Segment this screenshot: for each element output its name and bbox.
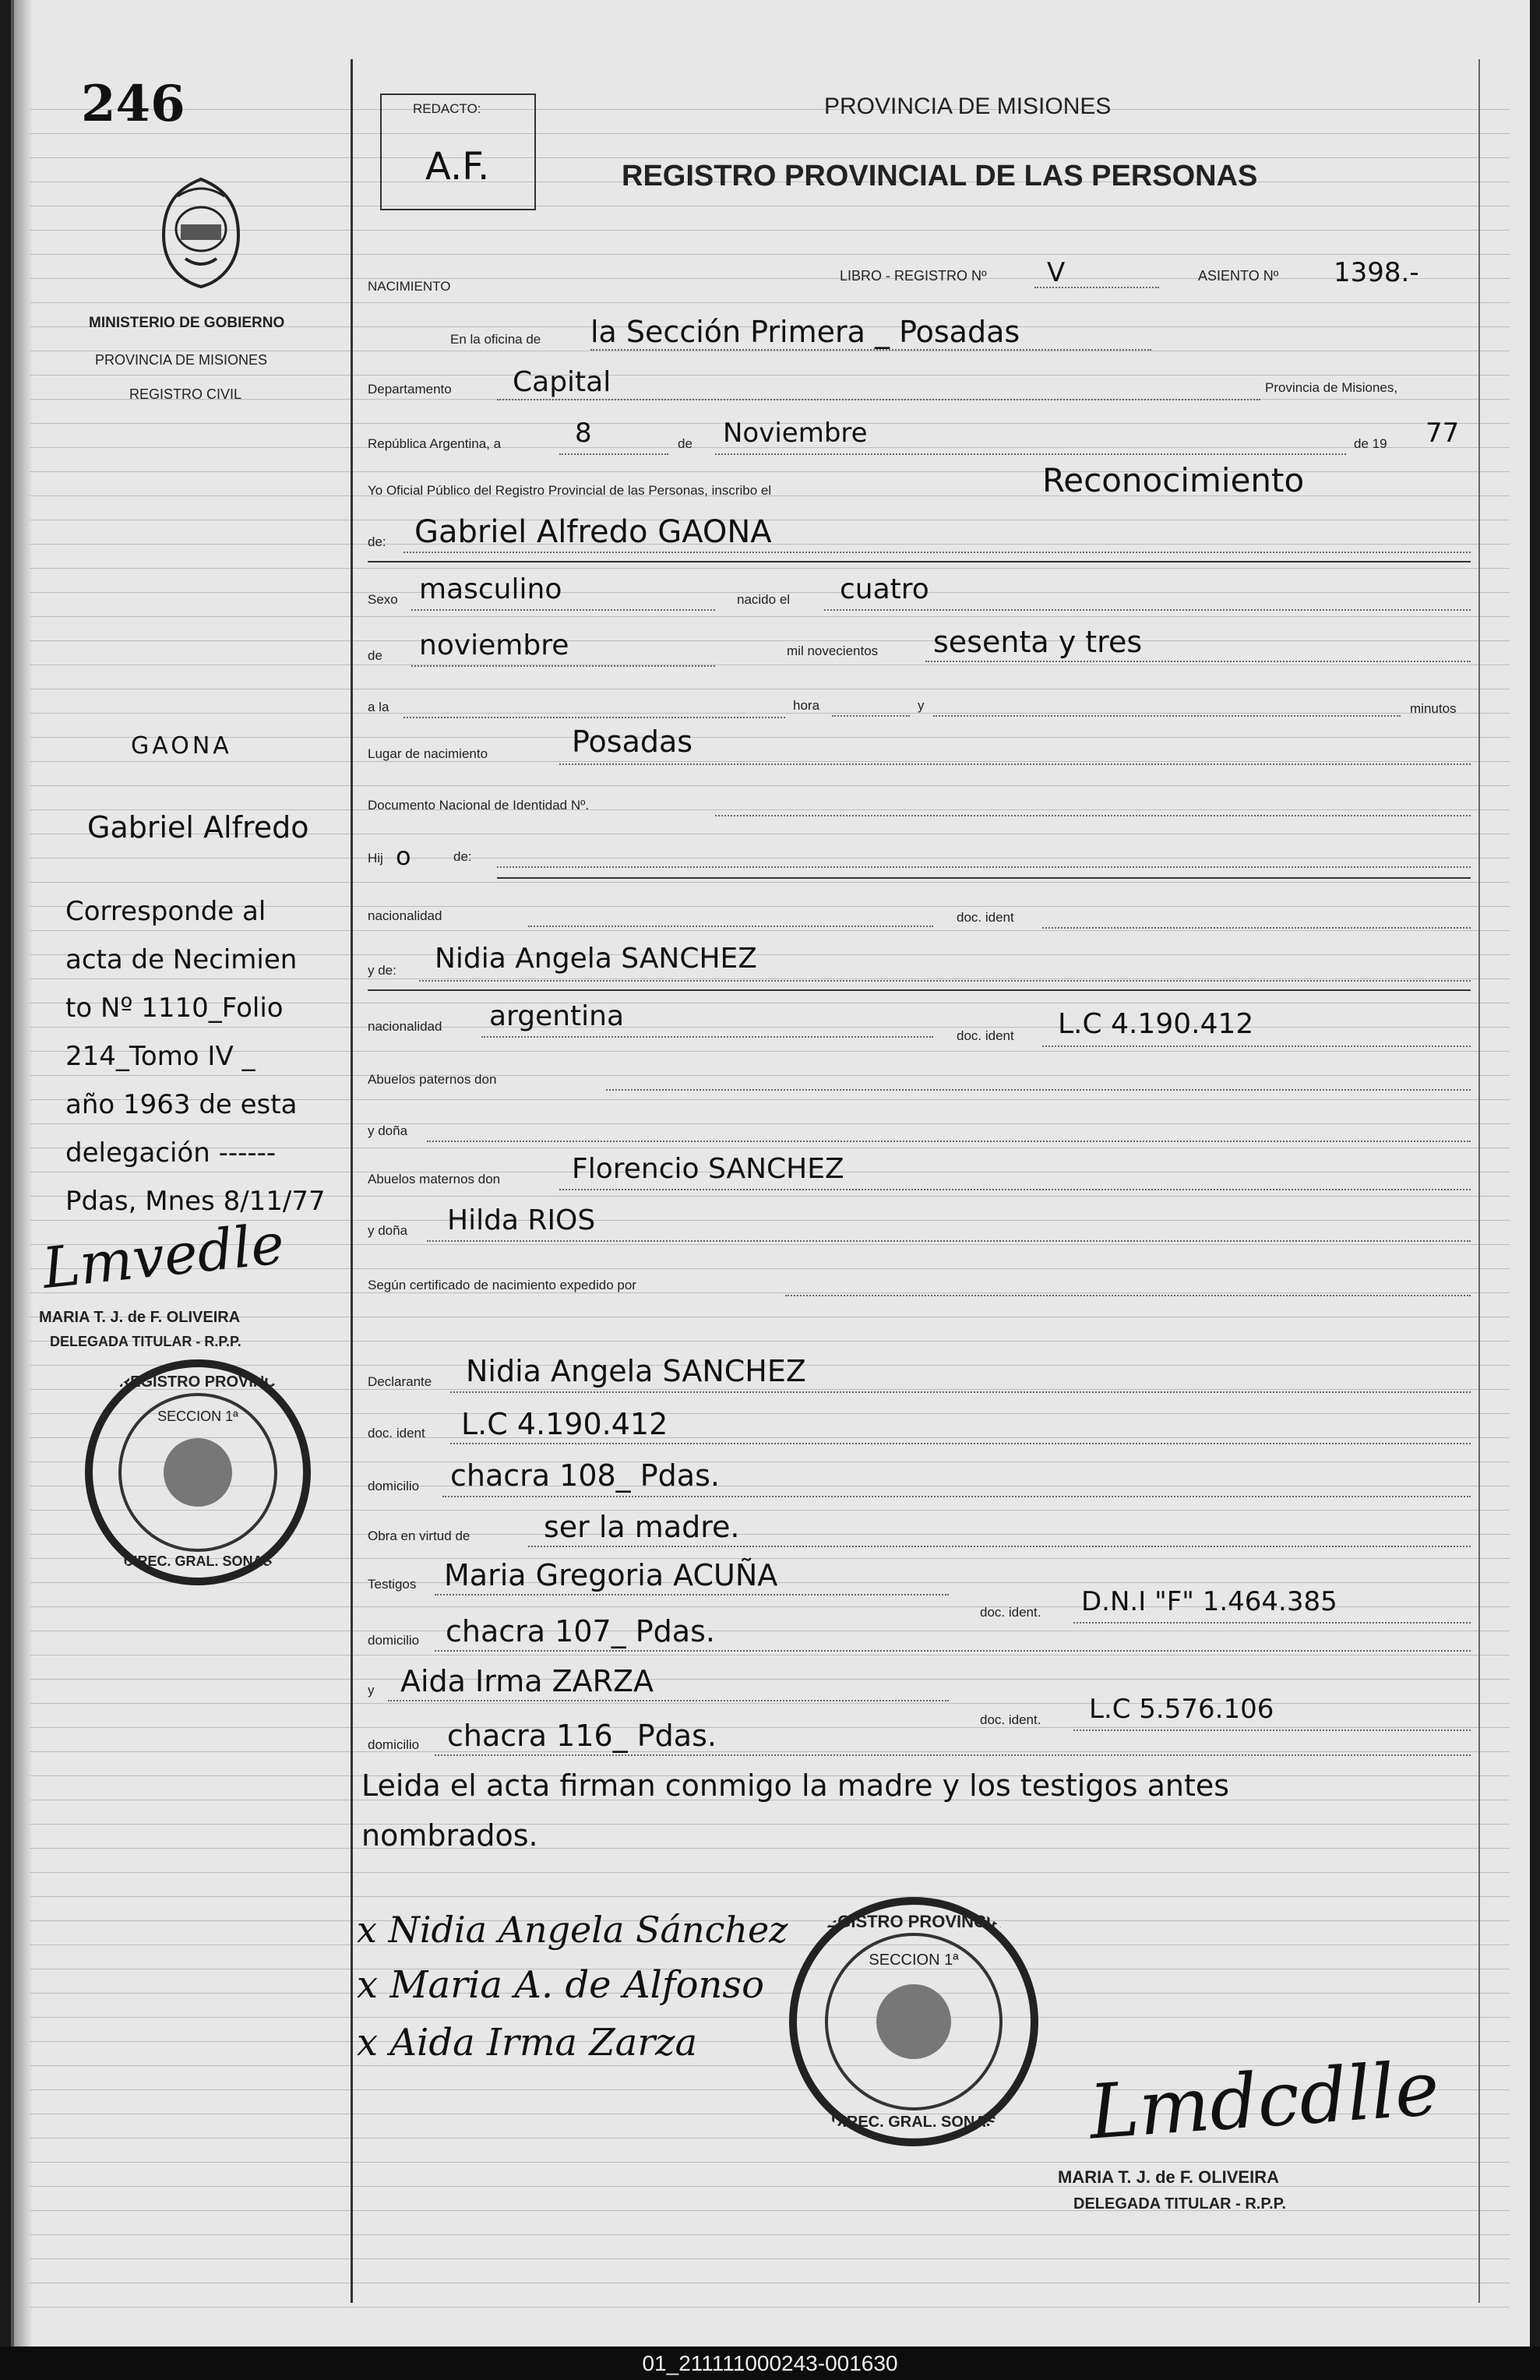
field-label: de: [368, 648, 382, 663]
svg-text:DIREC. GRAL. SONAS: DIREC. GRAL. SONAS: [123, 1553, 273, 1569]
header-province: PROVINCIA DE MISIONES: [824, 93, 1112, 119]
field-value: noviembre: [419, 629, 569, 661]
field-label: nacionalidad: [368, 908, 442, 923]
page-number: 246: [81, 75, 185, 133]
field-value: ser la madre.: [544, 1510, 740, 1544]
field-dots: [442, 1496, 1471, 1497]
field-value: 8: [575, 418, 592, 449]
separator-line: [497, 877, 1471, 879]
separator-line: [368, 561, 1471, 562]
field-label: nacido el: [737, 592, 791, 607]
field-dots: [435, 1650, 1471, 1652]
ruled-line: [30, 882, 1510, 883]
field-label: Obra en virtud de: [368, 1528, 470, 1543]
margin-officer-name: MARIA T. J. de F. OLIVEIRA: [39, 1309, 241, 1326]
field-dots: [590, 349, 1151, 351]
ruled-line: [30, 2017, 1510, 2018]
field-value: Nidia Angela SANCHEZ: [466, 1354, 806, 1388]
ruled-line: [30, 1824, 1510, 1825]
margin-note-line: acta de Necimien: [65, 944, 298, 975]
field-dots: [824, 609, 1471, 611]
field-dots: [419, 980, 1471, 982]
field-value: Noviembre: [723, 418, 868, 449]
field-dots: [411, 609, 715, 611]
field-label: Hij: [368, 851, 383, 866]
ruled-line: [30, 2041, 1510, 2042]
field-label: de: [678, 436, 692, 451]
signature-1: x Nidia Angela Sánchez: [357, 1909, 788, 1951]
redacto-box: [380, 93, 536, 210]
field-label: minutos: [1410, 701, 1457, 716]
field-dots: [450, 1391, 1471, 1393]
ruled-line: [30, 2234, 1510, 2235]
field-label: doc. ident: [957, 910, 1014, 925]
field-label: Departamento: [368, 382, 452, 397]
field-dots: [606, 1089, 1471, 1091]
ruled-line: [30, 616, 1510, 617]
ruled-line: [30, 1751, 1510, 1752]
field-label: de:: [368, 534, 386, 549]
ruled-line: [30, 978, 1510, 979]
field-value: la Sección Primera _ Posadas: [590, 315, 1020, 349]
ruled-line: [30, 1703, 1510, 1704]
field-dots: [497, 866, 1471, 868]
image-caption: 01_211111000243-001630: [0, 2347, 1540, 2380]
signature-2: x Maria A. de Alfonso: [357, 1963, 764, 2007]
margin-note-line: Pdas, Mnes 8/11/77: [65, 1186, 326, 1217]
registry-label: REGISTRO CIVIL: [129, 386, 242, 402]
ruled-line: [30, 2307, 1510, 2308]
nacimiento-label: NACIMIENTO: [368, 279, 451, 294]
ruled-line: [30, 375, 1510, 376]
field-label: doc. ident.: [980, 1605, 1041, 1620]
ruled-line: [30, 858, 1510, 859]
field-value: Posadas: [572, 725, 693, 759]
field-value: chacra 108_ Pdas.: [450, 1458, 720, 1493]
field-dots: [1073, 1622, 1471, 1624]
margin-note-line: 214_Tomo IV _: [65, 1041, 255, 1072]
svg-text:DIREC. GRAL. SONAS: DIREC. GRAL. SONAS: [830, 2114, 997, 2131]
margin-note-line: to Nº 1110_Folio: [65, 993, 284, 1024]
ruled-line: [30, 109, 1510, 110]
ruled-line: [30, 737, 1510, 738]
field-dots: [832, 715, 910, 717]
field-label: Lugar de nacimiento: [368, 746, 488, 761]
field-label: Sexo: [368, 592, 398, 607]
field-label: Provincia de Misiones,: [1265, 380, 1398, 395]
field-label: Abuelos paternos don: [368, 1072, 497, 1087]
ruled-line: [30, 1292, 1510, 1293]
ruled-line: [30, 713, 1510, 714]
margin-note-line: Corresponde al: [65, 896, 266, 927]
field-dots: [528, 926, 933, 927]
field-dots: [1073, 1729, 1471, 1731]
field-label: doc. ident: [368, 1426, 425, 1440]
registry-stamp-right: [785, 1893, 1042, 2150]
ruled-line: [30, 2258, 1510, 2259]
field-value: 77: [1425, 418, 1460, 449]
ruled-line: [30, 640, 1510, 641]
header-title: REGISTRO PROVINCIAL DE LAS PERSONAS: [622, 160, 1258, 192]
field-value: cuatro: [840, 573, 929, 605]
svg-text:SECCION 1ª: SECCION 1ª: [157, 1409, 238, 1424]
ruled-line: [30, 1727, 1510, 1728]
field-dots: [925, 661, 1471, 662]
field-dots: [388, 1700, 949, 1701]
field-label: Testigos: [368, 1577, 417, 1592]
field-dots: [559, 1189, 1471, 1190]
field-dots: [435, 1754, 1471, 1756]
libro-label: LIBRO - REGISTRO Nº: [840, 268, 987, 284]
field-value: D.N.I "F" 1.464.385: [1081, 1586, 1337, 1617]
field-label: mil novecientos: [787, 643, 879, 658]
ruled-line: [30, 1896, 1510, 1897]
field-dots: [435, 1594, 949, 1595]
margin-line: [351, 59, 353, 2303]
field-value: argentina: [489, 1000, 625, 1032]
field-label: domicilio: [368, 1479, 420, 1493]
field-label: y: [918, 698, 925, 713]
field-value: chacra 116_ Pdas.: [447, 1719, 717, 1753]
ruled-line: [30, 1872, 1510, 1873]
field-label: de:: [453, 849, 472, 864]
redacto-label: REDACTO:: [413, 101, 481, 116]
field-label: hora: [793, 698, 820, 713]
ruled-line: [30, 230, 1510, 231]
field-value: sesenta y tres: [933, 625, 1143, 659]
field-value: Nidia Angela SANCHEZ: [435, 943, 757, 975]
field-label: doc. ident.: [980, 1712, 1041, 1727]
libro-dots: [1034, 287, 1159, 288]
field-dots: [933, 715, 1401, 717]
field-value: chacra 107_ Pdas.: [446, 1614, 715, 1648]
asiento-label: ASIENTO Nº: [1198, 268, 1279, 284]
field-dots: [450, 1443, 1471, 1444]
right-border: [1478, 59, 1480, 2303]
field-value: L.C 5.576.106: [1089, 1694, 1274, 1725]
svg-text:SECCION 1ª: SECCION 1ª: [869, 1952, 959, 1969]
ruled-line: [30, 1993, 1510, 1994]
ruled-line: [30, 133, 1510, 134]
field-dots: [427, 1240, 1471, 1242]
svg-text:REGISTRO PROVINCIAL: REGISTRO PROVINCIAL: [813, 1912, 1014, 1931]
coat-of-arms-icon: [154, 173, 248, 290]
province-label: PROVINCIA DE MISIONES: [95, 352, 268, 368]
field-value: Gabriel Alfredo GAONA: [414, 514, 772, 550]
signature-3: x Aida Irma Zarza: [357, 2021, 698, 2064]
field-label: nacionalidad: [368, 1019, 442, 1034]
field-label: Declarante: [368, 1374, 432, 1389]
register-page: [11, 0, 1530, 2347]
ruled-line: [30, 1027, 1510, 1028]
field-dots: [427, 1141, 1471, 1142]
margin-note-line: año 1963 de esta: [65, 1089, 298, 1120]
ruled-line: [30, 2186, 1510, 2187]
field-value: Florencio SANCHEZ: [572, 1153, 844, 1185]
ruled-line: [30, 2162, 1510, 2163]
field-dots: [559, 453, 668, 455]
field-dots: [1042, 1045, 1471, 1047]
field-dots: [404, 552, 1471, 553]
officer-name: MARIA T. J. de F. OLIVEIRA: [1058, 2167, 1279, 2187]
field-value: L.C 4.190.412: [1058, 1008, 1254, 1040]
ruled-line: [30, 2210, 1510, 2211]
ruled-line: [30, 278, 1510, 279]
ruled-line: [30, 1679, 1510, 1680]
field-dots: [1042, 927, 1471, 929]
field-value: L.C 4.190.412: [461, 1407, 668, 1441]
svg-text:EL REGISTRO PROVINCIAL: EL REGISTRO PROVINCIAL: [94, 1373, 301, 1391]
field-dots: [481, 1036, 933, 1038]
field-label: Según certificado de nacimiento expedido por: [368, 1278, 636, 1292]
field-value: Hilda RIOS: [447, 1204, 596, 1236]
field-value: Reconocimiento: [1042, 461, 1305, 499]
margin-note-line: delegación ------: [65, 1137, 277, 1169]
ruled-line: [30, 1341, 1510, 1342]
field-dots: [785, 1295, 1471, 1296]
field-label: doc. ident: [957, 1028, 1014, 1043]
field-dots: [411, 665, 715, 667]
closing-text: Leida el acta firman conmigo la madre y los testigos antes: [361, 1768, 1230, 1803]
field-dots: [528, 1546, 1471, 1547]
field-value: Aida Irma ZARZA: [400, 1664, 654, 1698]
field-dots: [404, 717, 785, 718]
officer-signature: Lmdcdlle: [1086, 2044, 1443, 2156]
ruled-line: [30, 761, 1510, 762]
ruled-line: [30, 1123, 1510, 1124]
field-value: Maria Gregoria ACUÑA: [444, 1558, 778, 1592]
margin-surname: GAONA: [131, 732, 232, 760]
ruled-line: [30, 1075, 1510, 1076]
field-value: o: [396, 841, 411, 871]
margin-names: Gabriel Alfredo: [87, 810, 309, 844]
ruled-line: [30, 785, 1510, 786]
field-dots: [715, 815, 1471, 816]
ruled-line: [30, 302, 1510, 303]
ministry-label: MINISTERIO DE GOBIERNO: [89, 315, 285, 331]
margin-officer-title: DELEGADA TITULAR - R.P.P.: [50, 1334, 241, 1349]
field-label: y de:: [368, 963, 396, 978]
field-value: Capital: [513, 366, 611, 398]
separator-line: [368, 989, 1471, 991]
margin-signature: Lmvedle: [39, 1210, 287, 1302]
ruled-line: [30, 930, 1510, 931]
redacto-value: A.F.: [425, 145, 490, 189]
libro-value: V: [1047, 257, 1066, 288]
field-dots: [559, 763, 1471, 765]
ruled-line: [30, 254, 1510, 255]
field-label: y doña: [368, 1123, 408, 1138]
registry-stamp-left: [81, 1356, 315, 1589]
field-label: de 19: [1354, 436, 1387, 451]
asiento-value: 1398.-: [1334, 257, 1419, 288]
ruled-line: [30, 568, 1510, 569]
field-dots: [497, 399, 1260, 400]
field-label: En la oficina de: [450, 332, 541, 347]
field-label: a la: [368, 700, 389, 714]
field-label: Yo Oficial Público del Registro Provincial de las Personas, inscribo el: [368, 483, 772, 498]
field-label: y: [368, 1683, 375, 1698]
field-label: domicilio: [368, 1633, 420, 1648]
field-value: masculino: [419, 573, 562, 605]
field-dots: [715, 453, 1346, 455]
field-label: y doña: [368, 1223, 408, 1238]
field-label: República Argentina, a: [368, 436, 502, 451]
field-label: domicilio: [368, 1737, 420, 1752]
ruled-line: [30, 157, 1510, 158]
officer-title: DELEGADA TITULAR - R.P.P.: [1073, 2195, 1286, 2213]
ruled-line: [30, 1848, 1510, 1849]
closing-text: nombrados.: [361, 1818, 538, 1853]
field-label: Abuelos maternos don: [368, 1172, 501, 1186]
field-label: Documento Nacional de Identidad Nº.: [368, 798, 590, 813]
